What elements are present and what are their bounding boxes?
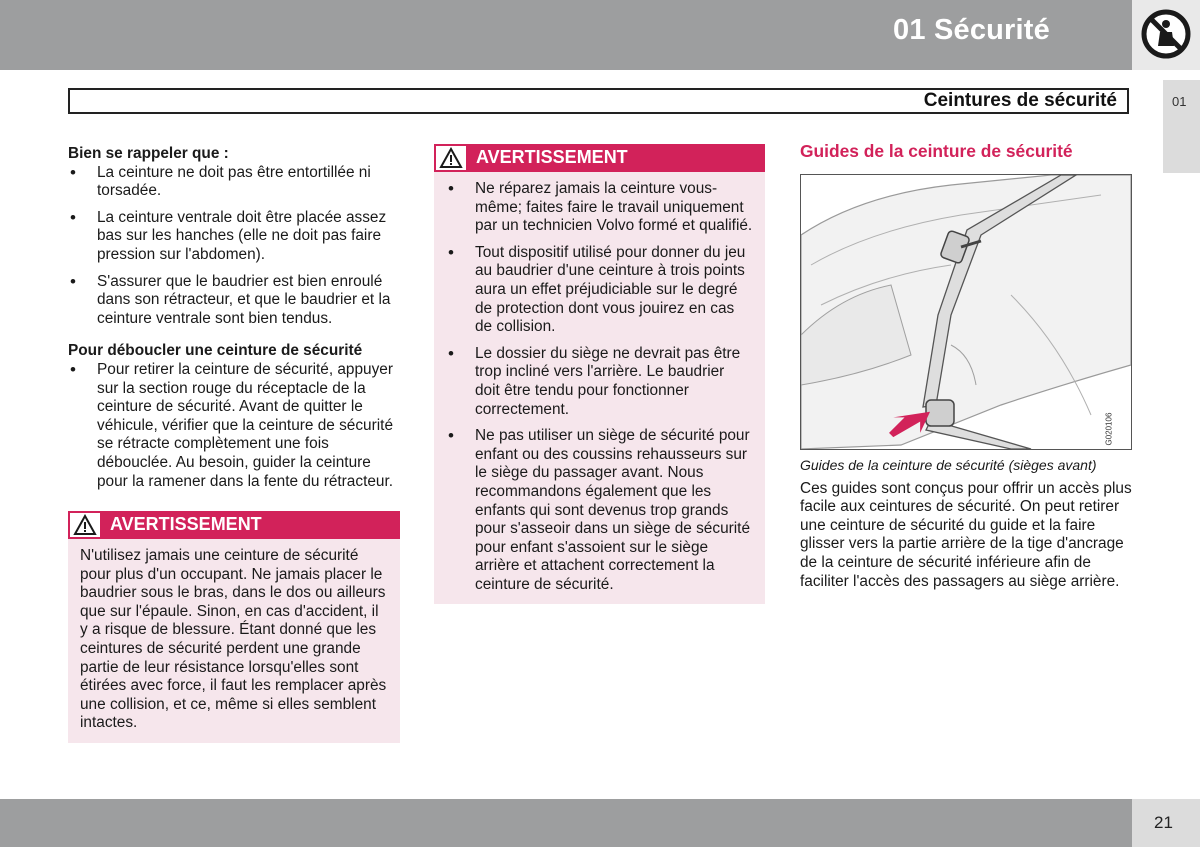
- page-number: 21: [1154, 813, 1173, 832]
- page-number-box: [1132, 799, 1200, 847]
- guides-body-text: Ces guides sont conçus pour offrir un accès plus facile aux ceintures de sécurité. On peut retirer une ceinture de sécurité du guide et la faire glisser vers la partie arrière de la tige d'ancrage de la ceinture de sécurité inférieure afin de faciliter l'accès des passagers au siège arrière.: [800, 479, 1132, 590]
- seatbelt-guide-illustration: [800, 174, 1132, 450]
- warning-text: N'utilisez jamais une ceinture de sécurité pour plus d'un occupant. Ne jamais placer le baudrier sous le bras, dans le dos ou ailleurs que sur l'épaule. Sinon, en cas d'accident, il y a risque de blessure. Étant donné que les ceintures de sécurité perdent une grande partie de leur résistance lorsqu'elles sont étirées avec force, il faut les remplacer après une collision, et ce, même si elles semblent intactes.: [80, 547, 387, 732]
- seatbelt-prohibition-icon: [1138, 4, 1194, 64]
- unbuckle-heading: Pour déboucler une ceinture de sécurité: [68, 342, 363, 360]
- figure-code: G020106: [1104, 412, 1114, 446]
- section-title: Ceintures de sécurité: [923, 90, 1117, 111]
- warning-body: [434, 172, 765, 594]
- left-column: [68, 145, 400, 743]
- figure-caption: Guides de la ceinture de sécurité (sièges avant): [800, 456, 1097, 473]
- remember-heading: Bien se rappeler que :: [68, 145, 229, 162]
- warning-box: [68, 511, 400, 743]
- section-bar: [68, 88, 1129, 114]
- warning-triangle-icon: [434, 144, 468, 172]
- chapter-title: 01 Sécurité: [893, 14, 1050, 46]
- list-item: • Ne réparez jamais la ceinture vous-même; faites faire le travail uniquement par un technicien Volvo formé et qualifié.: [446, 180, 753, 236]
- chapter-side-tab: [1163, 80, 1200, 173]
- warning-label: AVERTISSEMENT: [476, 147, 628, 167]
- chapter-header-bar: [0, 0, 1132, 70]
- warning-header: [434, 144, 765, 172]
- side-tab-label: 01: [1172, 94, 1187, 109]
- list-item: • Ne pas utiliser un siège de sécurité pour enfant ou des coussins rehausseurs sur le siège du passager avant. Nous recommandons également que les enfants qui sont devenus trop grands pour s'asseoir dans un siège de sécurité pour enfant s'assoient sur le siège arrière et attachent correctement la ceinture de sécurité.: [446, 427, 753, 594]
- unbuckle-list: [68, 361, 400, 491]
- right-column: [800, 142, 1133, 591]
- list-item: • Tout dispositif utilisé pour donner du jeu au baudrier d'une ceinture à trois points aura un effet préjudiciable sur le degré de protection dont vous jouirez en cas de collision.: [446, 244, 753, 337]
- chapter-icon-box: [1132, 0, 1200, 70]
- warning-label: AVERTISSEMENT: [110, 514, 262, 535]
- warning-list: [446, 180, 753, 594]
- list-item: • Le dossier du siège ne devrait pas être trop incliné vers l'arrière. Le baudrier doit être tendu pour fonctionner correctement.: [446, 345, 753, 419]
- remember-list: [68, 164, 400, 329]
- footer-bar: [0, 799, 1132, 847]
- middle-column: [434, 144, 765, 604]
- warning-header: [68, 511, 400, 539]
- warning-box: [434, 144, 765, 604]
- list-item: • La ceinture ne doit pas être entortillée ni torsadée.: [68, 164, 400, 201]
- list-item: • S'assurer que le baudrier est bien enroulé dans son rétracteur, et que le baudrier et la ceinture ventrale sont bien tendus.: [68, 273, 400, 329]
- list-item: • Pour retirer la ceinture de sécurité, appuyer sur la section rouge du réceptacle de la ceinture de sécurité. Avant de quitter le véhicule, vérifier que la ceinture de sécurité se rétracte complètement une fois débouclée. Au besoin, guider la ceinture pour la ramener dans la fente du rétracteur.: [68, 361, 400, 491]
- list-item: • La ceinture ventrale doit être placée assez bas sur les hanches (elle ne doit pas faire pression sur l'abdomen).: [68, 209, 400, 265]
- warning-triangle-icon: [68, 511, 102, 539]
- guides-heading: Guides de la ceinture de sécurité: [800, 141, 1073, 161]
- seat-belt-drawing: [801, 175, 1131, 449]
